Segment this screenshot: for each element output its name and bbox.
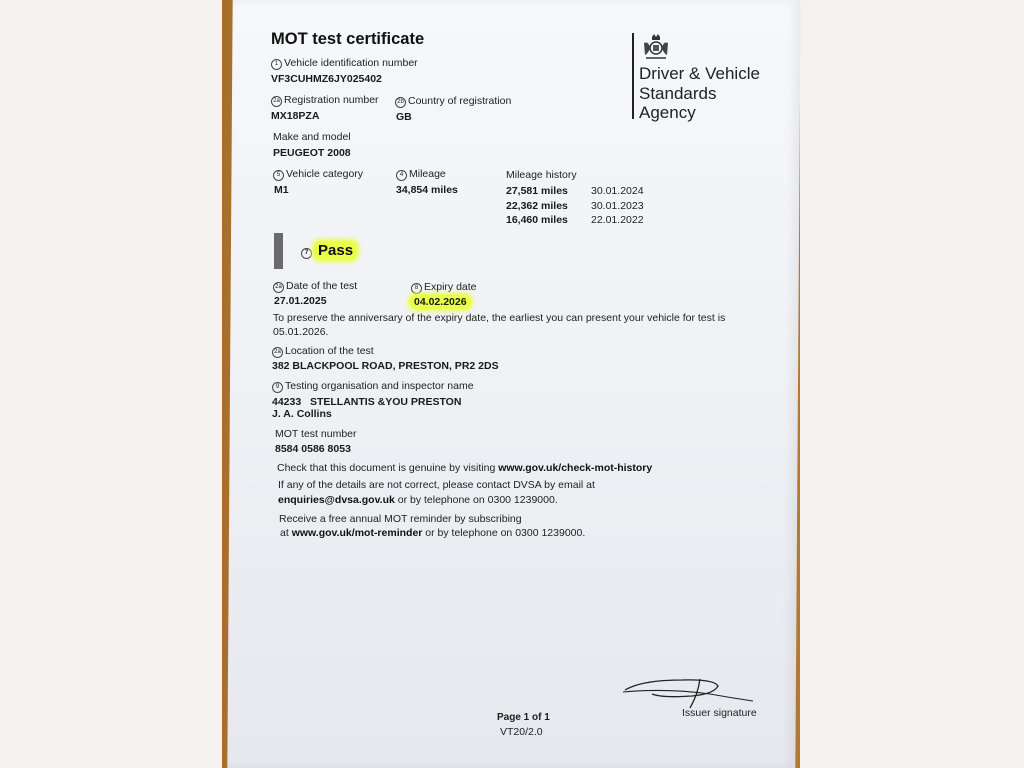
contact-email-link[interactable]: enquiries@dvsa.gov.uk [278, 494, 395, 506]
registration-label-text: Registration number [284, 94, 379, 106]
mileage-label-text: Mileage [409, 168, 446, 180]
test-date-value: 27.01.2025 [274, 295, 327, 307]
expiry-date-highlight: 04.02.2026 [410, 295, 471, 309]
vin-label [271, 57, 418, 70]
form-code: VT20/2.0 [500, 726, 543, 738]
vehicle-category-label [273, 168, 363, 181]
field-number-badge: 4 [396, 170, 407, 181]
organisation-label [272, 380, 474, 393]
field-number-badge: 8 [411, 283, 422, 294]
contact-line-2 [278, 494, 558, 506]
field-number-badge: 7 [301, 248, 312, 259]
country-label [395, 95, 511, 108]
make-model-label: Make and model [273, 131, 351, 143]
mot-reminder-link[interactable]: www.gov.uk/mot-reminder [291, 527, 423, 539]
registration-label [271, 94, 379, 107]
expiry-date-label-text: Expiry date [424, 281, 477, 293]
field-number-badge: 1 [271, 59, 282, 70]
test-location-label-text: Location of the test [285, 345, 374, 357]
country-value: GB [396, 111, 412, 123]
reminder-prefix: at [280, 527, 292, 539]
test-number-label: MOT test number [275, 428, 357, 440]
organisation-label-text: Testing organisation and inspector name [285, 380, 474, 392]
field-number-badge: 2a [272, 347, 283, 358]
field-number-badge: 9 [272, 382, 283, 393]
field-number-badge: 2b [395, 97, 406, 108]
expiry-date-label [411, 281, 477, 294]
result-bar [274, 233, 283, 269]
organisation-value: 44233 STELLANTIS &YOU PRESTON [272, 396, 462, 408]
mileage-history-date-3: 22.01.2022 [591, 214, 644, 226]
certificate-title: MOT test certificate [271, 30, 425, 48]
test-location-label [272, 345, 374, 358]
mileage-history-miles-3: 16,460 miles [506, 214, 568, 226]
mileage-history-label: Mileage history [506, 169, 577, 181]
agency-line-2: Standards [639, 83, 717, 103]
anniversary-note-line-2: 05.01.2026. [273, 326, 329, 338]
mileage-value: 34,854 miles [396, 184, 458, 196]
make-model-value: PEUGEOT 2008 [273, 147, 351, 159]
check-genuine-prefix: Check that this document is genuine by visiting [277, 462, 499, 474]
anniversary-note-line-1: To preserve the anniversary of the expiry date, the earliest you can present your vehicle for test is [273, 312, 726, 324]
reminder-phone-text: or by telephone on 0300 1239000. [422, 527, 586, 539]
mileage-label [396, 168, 446, 181]
registration-value: MX18PZA [271, 110, 320, 122]
test-date-label [273, 280, 357, 293]
test-result [301, 242, 357, 259]
check-genuine-text [277, 462, 652, 474]
agency-line-1: Driver & Vehicle [639, 64, 760, 83]
mileage-history-miles-1: 27,581 miles [506, 185, 568, 197]
test-date-label-text: Date of the test [286, 280, 358, 292]
reminder-line-2 [280, 527, 585, 539]
reminder-line-1: Receive a free annual MOT reminder by subscribing [279, 513, 522, 525]
test-result-value: Pass [314, 241, 357, 260]
vin-label-text: Vehicle identification number [284, 57, 418, 69]
test-number-value: 8584 0586 8053 [275, 443, 351, 455]
logo-divider [632, 33, 634, 119]
issuer-signature-label: Issuer signature [682, 707, 757, 719]
royal-crest-icon [640, 33, 672, 66]
field-number-badge: 2a [271, 96, 282, 107]
country-label-text: Country of registration [408, 95, 512, 107]
vin-value: VF3CUHMZ6JY025402 [271, 73, 382, 85]
agency-line-3: Agency [639, 103, 696, 122]
field-number-badge: 2a [273, 282, 284, 293]
expiry-date-value [410, 296, 471, 308]
test-location-value: 382 BLACKPOOL ROAD, PRESTON, PR2 2DS [272, 360, 499, 372]
vehicle-category-value: M1 [274, 184, 289, 196]
page-number: Page 1 of 1 [497, 712, 550, 723]
check-mot-history-link[interactable]: www.gov.uk/check-mot-history [498, 462, 653, 474]
agency-name [639, 64, 760, 123]
mileage-history-miles-2: 22,362 miles [506, 200, 568, 212]
vehicle-category-label-text: Vehicle category [286, 168, 364, 180]
inspector-name: J. A. Collins [272, 408, 332, 420]
mileage-history-date-2: 30.01.2023 [591, 200, 644, 212]
contact-line-1: If any of the details are not correct, please contact DVSA by email at [278, 479, 595, 491]
mileage-history-date-1: 30.01.2024 [591, 185, 644, 197]
contact-phone-text: or by telephone on 0300 1239000. [394, 494, 558, 506]
field-number-badge: 5 [273, 170, 284, 181]
